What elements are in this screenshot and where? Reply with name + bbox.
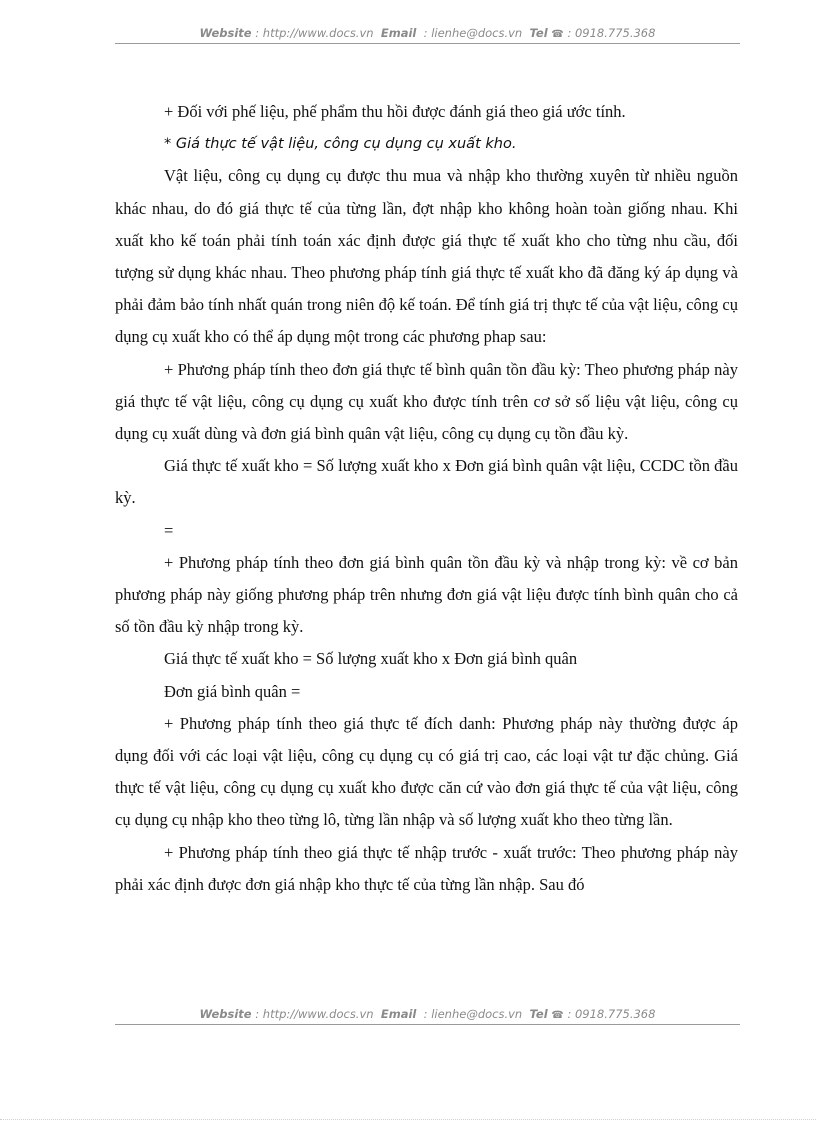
document-body	[115, 96, 738, 901]
page-boundary	[0, 1119, 816, 1120]
footer-email-label: Email	[380, 1007, 417, 1021]
page-header	[115, 26, 740, 42]
footer-phone-icon: ☎	[551, 1010, 564, 1021]
footer-tel-label: Tel	[529, 1007, 548, 1021]
paragraph-intro-methods: Vật liệu, công cụ dụng cụ được thu mua và nhập kho thường xuyên từ nhiều nguồn khác nhau, do đó giá thực tế của từng lần, đợt nhập kho không hoàn toàn giống nhau. Khi xuất kho kế toán phải tính toán xác định được giá thực tế xuất kho cho từng nhu cầu, đối tượng sử dụng khác nhau. Theo phương pháp tính giá thực tế xuất kho đã đăng ký áp dụng và phải đảm bảo tính nhất quán trong niên độ kế toán. Để tính giá trị thực tế của vật liệu, công cụ dụng cụ xuất kho có thể áp dụng một trong các phương phap sau:	[115, 166, 738, 347]
paragraph-method-fifo: + Phương pháp tính theo giá thực tế nhập trước - xuất trước: Theo phương pháp này phải xác định được đơn giá nhập kho thực tế của từng lần nhập. Sau đó	[115, 842, 738, 894]
formula-issue-cost-average: Giá thực tế xuất kho = Số lượng xuất kho x Đơn giá bình quân	[164, 649, 578, 669]
footer-website-url[interactable]: : http://www.docs.vn	[255, 1007, 374, 1021]
formula-issue-cost-opening: Giá thực tế xuất kho = Số lượng xuất kho x Đơn giá bình quân vật liệu, CCDC tồn đầu kỳ.	[115, 456, 738, 508]
footer-website-label: Website	[199, 1007, 252, 1021]
page-footer	[115, 1007, 740, 1023]
paragraph-method-weighted-average: + Phương pháp tính theo đơn giá bình quân tồn đầu kỳ và nhập trong kỳ: về cơ bản phương pháp này giống phương pháp trên nhưng đơn giá vật liệu được tính bình quân cho cả số tồn đầu kỳ nhập trong kỳ.	[115, 552, 738, 637]
paragraph-method-specific-identification: + Phương pháp tính theo giá thực tế đích danh: Phương pháp này thường được áp dụng đối với các loại vật liệu, công cụ dụng cụ có giá trị cao, các loại vật tư đặc chủng. Giá thực tế vật liệu, công cụ dụng cụ xuất kho được căn cứ vào đơn giá thực tế của vật liệu, công cụ dụng cụ nhập kho theo từng lô, từng lần nhập và số lượng xuất kho theo từng lần.	[115, 713, 738, 830]
paragraph-scrap-valuation: + Đối với phế liệu, phế phẩm thu hồi được đánh giá theo giá ước tính.	[164, 102, 626, 121]
website-url[interactable]: : http://www.docs.vn	[255, 26, 374, 40]
email-address[interactable]: : lienhe@docs.vn	[423, 26, 523, 40]
tel-label: Tel	[529, 26, 548, 40]
email-label: Email	[380, 26, 417, 40]
section-heading-issue-cost: * Giá thực tế vật liệu, công cụ dụng cụ xuất kho.	[164, 136, 517, 153]
tel-number: : 0918.775.368	[567, 26, 656, 40]
phone-icon: ☎	[551, 29, 564, 40]
footer-email-address[interactable]: : lienhe@docs.vn	[423, 1007, 523, 1021]
footer-divider	[115, 1024, 740, 1025]
header-divider	[115, 43, 740, 44]
formula-fragment: =	[164, 520, 174, 540]
website-label: Website	[199, 26, 252, 40]
paragraph-method-opening-average: + Phương pháp tính theo đơn giá thực tế bình quân tồn đầu kỳ: Theo phương pháp này giá thực tế vật liệu, công cụ dụng cụ xuất kho được tính trên cơ sở số liệu vật liệu, công cụ dụng cụ xuất dùng và đơn giá bình quân vật liệu, công cụ dụng cụ tồn đầu kỳ.	[115, 359, 738, 444]
footer-tel-number: : 0918.775.368	[567, 1007, 656, 1021]
formula-average-unit-price: Đơn giá bình quân =	[164, 681, 301, 701]
